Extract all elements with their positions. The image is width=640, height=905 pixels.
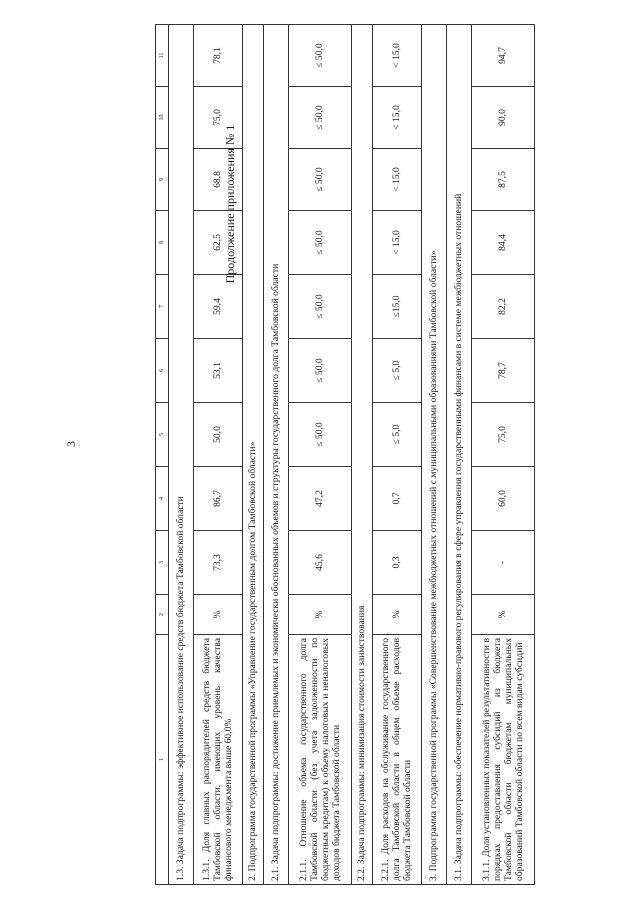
value-cell: 45,6 xyxy=(288,531,351,595)
section-row xyxy=(242,25,263,885)
header-cell: 2 xyxy=(156,595,169,635)
value-cell: 84,4 xyxy=(471,211,534,275)
value-cell: ≤ 50,0 xyxy=(288,275,351,339)
value-cell: 50,0 xyxy=(194,403,243,467)
value-cell: ≤15,0 xyxy=(372,275,421,339)
value-cell: 62,5 xyxy=(194,211,243,275)
header-row xyxy=(156,25,169,885)
value-cell: ≤ 5,0 xyxy=(372,339,421,403)
header-cell: 4 xyxy=(156,467,169,531)
value-cell: 73,3 xyxy=(194,531,243,595)
table-row xyxy=(288,25,351,885)
value-cell: - xyxy=(471,531,534,595)
section-heading: 2.2. Задача подпрограммы: минимизация стоимости заимствования xyxy=(351,25,372,885)
header-cell: 6 xyxy=(156,339,169,403)
value-cell: ≤ 5,0 xyxy=(372,403,421,467)
value-cell: 0,3 xyxy=(372,531,421,595)
page-number: 3 xyxy=(64,441,78,447)
side-caption xyxy=(46,134,64,454)
value-cell: % xyxy=(372,595,421,635)
value-cell: 59,4 xyxy=(194,275,243,339)
value-cell: ≤ 50,0 xyxy=(288,339,351,403)
table-row xyxy=(372,25,421,885)
value-cell: 78,7 xyxy=(471,339,534,403)
section-row xyxy=(169,25,194,885)
value-cell: 75,0 xyxy=(471,403,534,467)
value-cell: < 15,0 xyxy=(372,25,421,87)
section-heading: 3. Подпрограмма государственной программы «Совершенствование межбюджетных отношений с муниципальными образованиями Тамбовской области» xyxy=(421,25,446,885)
table-row xyxy=(194,25,243,885)
section-row xyxy=(421,25,446,885)
section-heading: 3.1. Задача подпрограммы: обеспечение нормативно-правового регулирования в сфере управления государственными финансами в системе межбюджетных отношений xyxy=(446,25,471,885)
value-cell: 47,2 xyxy=(288,467,351,531)
value-cell: < 15,0 xyxy=(372,211,421,275)
value-cell: % xyxy=(194,595,243,635)
section-heading: 1.3. Задача подпрограммы: эффективное использование средств бюджета Тамбовской области xyxy=(169,25,194,885)
header-cell: 10 xyxy=(156,87,169,149)
value-cell: < 15,0 xyxy=(372,87,421,149)
value-cell: 87,5 xyxy=(471,149,534,211)
value-cell: 90,0 xyxy=(471,87,534,149)
value-cell: 75,0 xyxy=(194,87,243,149)
table-row xyxy=(471,25,534,885)
value-cell: 0,7 xyxy=(372,467,421,531)
value-cell: % xyxy=(471,595,534,635)
value-cell: 78,1 xyxy=(194,25,243,87)
indicator-name-cell: 3.1.1. Доля установленных показателей результативности в порядках предоставления субсидий из бюджета Тамбовской области бюджетам муниципальных образований Тамбовской области по всем видам субсидий xyxy=(471,635,534,885)
section-row xyxy=(351,25,372,885)
indicator-name-cell: 2.1.1. Отношение объема государственного долга Тамбовской области (без учета задолженности по бюджетным кредитам) к объему налоговых и неналоговых доходов бюджета Тамбовской области xyxy=(288,635,351,885)
header-cell: 7 xyxy=(156,275,169,339)
value-cell: ≤ 50,0 xyxy=(288,149,351,211)
indicator-name-cell: 2.2.1. Доля расходов на обслуживание государственного долга Тамбовской области в общем объеме расходов бюджета Тамбовской области xyxy=(372,635,421,885)
section-row xyxy=(446,25,471,885)
section-row xyxy=(263,25,288,885)
value-cell: 53,1 xyxy=(194,339,243,403)
value-cell: 68,8 xyxy=(194,149,243,211)
value-cell: % xyxy=(288,595,351,635)
table-body xyxy=(156,25,535,885)
header-cell: 11 xyxy=(156,25,169,87)
indicator-table xyxy=(155,24,535,885)
header-cell: 1 xyxy=(156,635,169,885)
value-cell: ≤ 50,0 xyxy=(288,211,351,275)
value-cell: < 15,0 xyxy=(372,149,421,211)
header-cell: 3 xyxy=(156,531,169,595)
value-cell: ≤ 50,0 xyxy=(288,403,351,467)
value-cell: 82,2 xyxy=(471,275,534,339)
rotated-table xyxy=(155,25,535,885)
value-cell: 86,7 xyxy=(194,467,243,531)
value-cell: ≤ 50,0 xyxy=(288,25,351,87)
continuation-label: Продолжение приложения № 1 xyxy=(223,124,237,284)
header-cell: 5 xyxy=(156,403,169,467)
section-heading: 2.1. Задача подпрограммы: достижение приемлемых и экономически обоснованных объемов и структуры государственного долга Тамбовской области xyxy=(263,25,288,885)
value-cell: 94,7 xyxy=(471,25,534,87)
value-cell: ≤ 50,0 xyxy=(288,87,351,149)
header-cell: 9 xyxy=(156,149,169,211)
indicator-name-cell: 1.3.1. Доля главных распорядителей средств бюджета Тамбовской области, имеющих уровень качества финансового менеджмента выше 60,0% xyxy=(194,635,243,885)
header-cell: 8 xyxy=(156,211,169,275)
section-heading: 2. Подпрограмма государственной программы «Управление государственным долгом Тамбовской области» xyxy=(242,25,263,885)
value-cell: 60,0 xyxy=(471,467,534,531)
